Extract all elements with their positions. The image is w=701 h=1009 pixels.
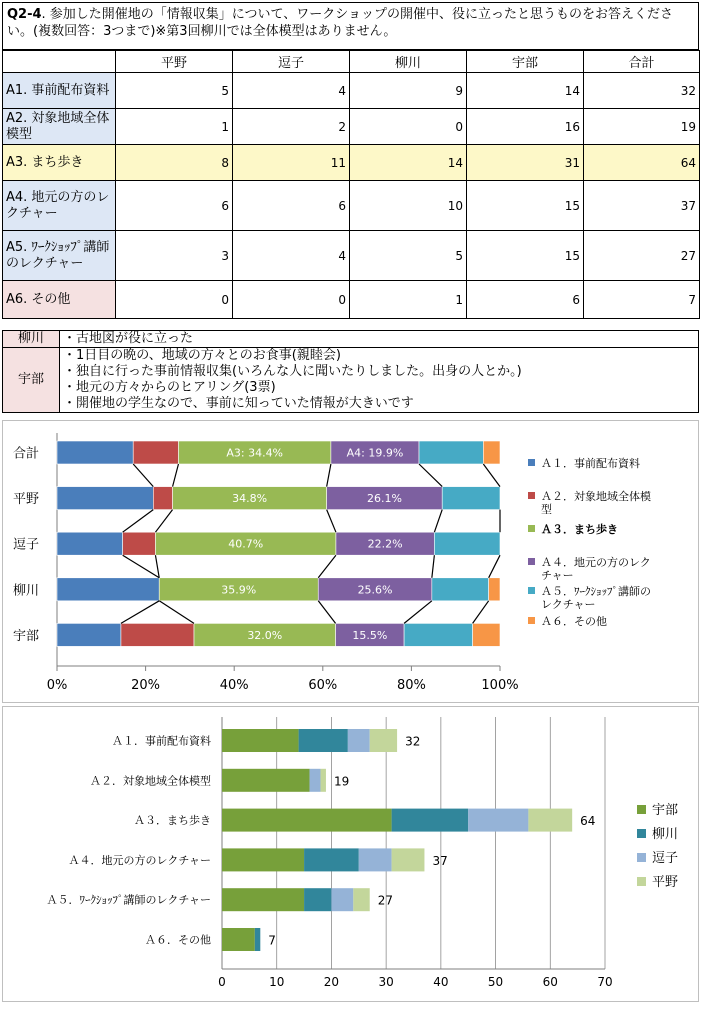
bar-segment bbox=[304, 848, 359, 871]
x-tick-label: 0 bbox=[218, 975, 226, 989]
percent-stacked-bar-chart bbox=[2, 420, 699, 703]
column-header: 合計 bbox=[584, 51, 700, 73]
table-cell: 11 bbox=[233, 145, 350, 181]
table-cell: 0 bbox=[350, 109, 467, 145]
category-label: Ａ３．まち歩き bbox=[134, 814, 211, 828]
bar-segment bbox=[404, 623, 473, 646]
row-label: A1. 事前配布資料 bbox=[3, 73, 116, 109]
bar-segment bbox=[320, 769, 325, 792]
bar-segment bbox=[133, 441, 178, 464]
series-connector-line bbox=[155, 510, 172, 533]
legend-swatch bbox=[637, 829, 646, 838]
header-corner bbox=[3, 51, 116, 73]
bar-segment bbox=[57, 441, 133, 464]
data-label: 32.0% bbox=[247, 628, 283, 642]
x-tick-label: 40% bbox=[219, 678, 249, 693]
results-table bbox=[2, 50, 700, 319]
legend-label: 逗子 bbox=[652, 851, 679, 866]
bar-segment bbox=[442, 487, 500, 510]
bar-segment bbox=[331, 888, 353, 911]
legend-swatch bbox=[528, 587, 535, 594]
legend-swatch bbox=[528, 617, 535, 624]
bar-segment bbox=[222, 729, 299, 752]
table-cell: 32 bbox=[584, 73, 700, 109]
bar-segment bbox=[392, 848, 425, 871]
bar-segment bbox=[222, 888, 304, 911]
category-label: Ａ５．ﾜｰｸｼｮｯﾌﾟ講師のレクチャー bbox=[46, 893, 211, 907]
bar-segment bbox=[222, 928, 255, 951]
x-tick-label: 10 bbox=[269, 975, 285, 989]
series-connector-line bbox=[473, 601, 489, 624]
table-cell: 0 bbox=[116, 281, 233, 319]
table-cell: 4 bbox=[233, 231, 350, 281]
bar-segment bbox=[348, 729, 370, 752]
table-cell: 15 bbox=[467, 181, 584, 231]
legend-label-line: Ａ４．地元の方のレク bbox=[541, 556, 651, 569]
legend-label-line: Ａ２．対象地域全体模 bbox=[541, 490, 651, 503]
series-connector-line bbox=[327, 464, 331, 487]
bar-segment bbox=[123, 532, 156, 555]
category-label: Ａ４．地元の方のレクチャー bbox=[68, 853, 211, 867]
comments-table bbox=[2, 330, 699, 413]
x-tick-label: 100% bbox=[481, 678, 519, 693]
table-cell: 7 bbox=[584, 281, 700, 319]
bar-segment bbox=[304, 888, 331, 911]
table-cell: 37 bbox=[584, 181, 700, 231]
column-header: 柳川 bbox=[350, 51, 467, 73]
bar-segment bbox=[222, 769, 310, 792]
legend-label-line: Ａ６．その他 bbox=[541, 615, 607, 628]
x-tick-label: 60 bbox=[542, 975, 558, 989]
column-header: 逗子 bbox=[233, 51, 350, 73]
table-row-highlighted bbox=[3, 145, 700, 181]
comment-site: 柳川 bbox=[3, 331, 60, 348]
total-chart-svg bbox=[3, 707, 698, 1001]
total-label: 37 bbox=[432, 853, 448, 868]
legend-label bbox=[541, 489, 651, 516]
total-label: 27 bbox=[377, 893, 394, 908]
series-connector-line bbox=[327, 510, 336, 533]
comment-line: ・地元の方々からのヒアリング(3票) bbox=[63, 380, 276, 395]
category-label: 柳川 bbox=[13, 583, 40, 599]
category-label: 合計 bbox=[13, 446, 40, 462]
bar-segment bbox=[353, 888, 369, 911]
table-row bbox=[3, 281, 700, 319]
table-row bbox=[3, 231, 700, 281]
x-tick-label: 40 bbox=[433, 975, 449, 989]
total-label: 19 bbox=[333, 774, 350, 789]
legend-label-line: レクチャー bbox=[541, 598, 596, 611]
comment-line: ・古地図が役に立った bbox=[63, 331, 194, 346]
x-tick-label: 20% bbox=[131, 678, 161, 693]
bar-segment bbox=[153, 487, 172, 510]
bar-segment bbox=[392, 809, 469, 832]
legend-label: 宇部 bbox=[652, 803, 679, 818]
category-label: Ａ１．事前配布資料 bbox=[112, 734, 211, 748]
series-connector-line bbox=[434, 510, 442, 533]
legend-swatch bbox=[637, 853, 646, 862]
bar-segment bbox=[489, 578, 500, 601]
category-label: Ａ２．対象地域全体模型 bbox=[90, 774, 211, 788]
question-box bbox=[2, 2, 699, 50]
total-label: 7 bbox=[268, 933, 276, 948]
row-label: A3. まち歩き bbox=[3, 145, 116, 181]
table-cell: 16 bbox=[467, 109, 584, 145]
series-connector-line bbox=[173, 464, 179, 487]
table-cell: 6 bbox=[116, 181, 233, 231]
legend-label bbox=[541, 456, 640, 470]
bar-segment bbox=[57, 578, 159, 601]
comment-row bbox=[3, 348, 699, 413]
category-label: Ａ６．その他 bbox=[145, 933, 211, 947]
comment-line: ・独自に行った事前情報収集(いろんな人に聞いたりしました。出身の人とか。) bbox=[63, 364, 522, 379]
bar-segment bbox=[310, 769, 321, 792]
table-cell: 4 bbox=[233, 73, 350, 109]
series-connector-line bbox=[404, 601, 432, 624]
table-cell: 5 bbox=[350, 231, 467, 281]
bar-segment bbox=[483, 441, 500, 464]
stacked-total-bar-chart bbox=[2, 706, 699, 1002]
table-cell: 10 bbox=[350, 181, 467, 231]
table-cell: 15 bbox=[467, 231, 584, 281]
data-label: A3: 34.4% bbox=[226, 446, 284, 460]
series-connector-line bbox=[419, 464, 442, 487]
bar-segment bbox=[419, 441, 483, 464]
total-label: 32 bbox=[405, 734, 421, 749]
bar-segment bbox=[359, 848, 392, 871]
legend-label bbox=[541, 584, 651, 611]
question-text: . 参加した開催地の「情報収集」について、ワークショップの開催中、役に立ったと思うものをお答えください。(複数回答：3つまで)※第3回柳川では全体模型はありません。 bbox=[7, 7, 674, 39]
bar-segment bbox=[57, 532, 123, 555]
legend-swatch bbox=[637, 805, 646, 814]
legend-swatch bbox=[637, 877, 646, 886]
category-label: 逗子 bbox=[13, 537, 40, 553]
legend-label-line: Ａ３．まち歩き bbox=[541, 523, 618, 536]
table-row bbox=[3, 181, 700, 231]
bar-segment bbox=[473, 623, 500, 646]
legend-label bbox=[541, 522, 618, 536]
series-connector-line bbox=[121, 601, 159, 624]
data-label: 26.1% bbox=[366, 492, 402, 506]
x-tick-label: 50 bbox=[487, 975, 504, 989]
legend-label: 平野 bbox=[652, 875, 679, 890]
column-header: 宇部 bbox=[467, 51, 584, 73]
table-cell: 6 bbox=[467, 281, 584, 319]
bar-segment bbox=[57, 487, 153, 510]
x-tick-label: 0% bbox=[46, 678, 68, 693]
x-tick-label: 30 bbox=[378, 975, 394, 989]
bar-segment bbox=[57, 623, 121, 646]
comment-row bbox=[3, 331, 699, 348]
table-header-row bbox=[3, 51, 700, 73]
bar-segment bbox=[121, 623, 194, 646]
legend-label bbox=[541, 614, 607, 628]
table-cell: 31 bbox=[467, 145, 584, 181]
legend-swatch bbox=[528, 558, 535, 565]
x-tick-label: 70 bbox=[597, 975, 613, 989]
bar-segment bbox=[468, 809, 528, 832]
data-label: 25.6% bbox=[357, 583, 393, 597]
table-cell: 0 bbox=[233, 281, 350, 319]
legend-swatch bbox=[528, 459, 535, 466]
table-cell: 5 bbox=[116, 73, 233, 109]
series-connector-line bbox=[489, 555, 500, 578]
percent-chart-svg bbox=[3, 421, 698, 702]
table-row bbox=[3, 73, 700, 109]
column-header: 平野 bbox=[116, 51, 233, 73]
total-label: 64 bbox=[580, 814, 596, 829]
series-connector-line bbox=[318, 555, 336, 578]
bar-segment bbox=[370, 729, 397, 752]
bar-segment bbox=[299, 729, 348, 752]
bar-segment bbox=[255, 928, 260, 951]
x-tick-label: 60% bbox=[308, 678, 338, 693]
legend-label: 柳川 bbox=[652, 827, 679, 842]
row-label: A5. ﾜｰｸｼｮｯﾌﾟ講師のレクチャー bbox=[3, 231, 116, 281]
x-tick-label: 20 bbox=[323, 975, 340, 989]
series-connector-line bbox=[155, 555, 159, 578]
bar-segment bbox=[222, 809, 392, 832]
series-connector-line bbox=[483, 464, 500, 487]
table-cell: 2 bbox=[233, 109, 350, 145]
table-cell: 9 bbox=[350, 73, 467, 109]
data-label: 15.5% bbox=[352, 628, 388, 642]
table-cell: 14 bbox=[350, 145, 467, 181]
data-label: 40.7% bbox=[228, 537, 264, 551]
category-label: 平野 bbox=[13, 492, 40, 508]
series-connector-line bbox=[318, 601, 335, 624]
data-label: 35.9% bbox=[221, 583, 257, 597]
data-label: A4: 19.9% bbox=[346, 446, 404, 460]
bar-segment bbox=[528, 809, 572, 832]
table-row bbox=[3, 109, 700, 145]
comment-site: 宇部 bbox=[3, 348, 60, 413]
table-cell: 8 bbox=[116, 145, 233, 181]
legend-label-line: Ａ５．ﾜｰｸｼｮｯﾌﾟ講師の bbox=[541, 585, 651, 598]
legend-swatch bbox=[528, 492, 535, 499]
question-id: Q2-4 bbox=[7, 7, 42, 22]
table-cell: 19 bbox=[584, 109, 700, 145]
row-label: A4. 地元の方のレクチャー bbox=[3, 181, 116, 231]
table-cell: 14 bbox=[467, 73, 584, 109]
comment-line: ・1日目の晩の、地域の方々とのお食事(親睦会) bbox=[63, 348, 341, 363]
table-cell: 1 bbox=[116, 109, 233, 145]
table-cell: 3 bbox=[116, 231, 233, 281]
bar-segment bbox=[222, 848, 304, 871]
table-cell: 27 bbox=[584, 231, 700, 281]
legend-label bbox=[541, 555, 651, 582]
legend-label-line: チャー bbox=[541, 569, 574, 582]
series-connector-line bbox=[133, 464, 153, 487]
comment-text bbox=[60, 331, 699, 348]
table-cell: 64 bbox=[584, 145, 700, 181]
category-label: 宇部 bbox=[13, 628, 40, 644]
row-label: A2. 対象地域全体模型 bbox=[3, 109, 116, 145]
series-connector-line bbox=[123, 510, 154, 533]
legend-swatch bbox=[528, 525, 535, 532]
bar-segment bbox=[432, 578, 489, 601]
table-cell: 6 bbox=[233, 181, 350, 231]
row-label: A6. その他 bbox=[3, 281, 116, 319]
series-connector-line bbox=[123, 555, 160, 578]
legend-label-line: 型 bbox=[541, 503, 552, 516]
data-label: 22.2% bbox=[367, 537, 403, 551]
data-label: 34.8% bbox=[232, 492, 268, 506]
comment-line: ・開催地の学生なので、事前に知っていた情報が大きいです bbox=[63, 396, 414, 411]
legend-label-line: Ａ１．事前配布資料 bbox=[541, 457, 640, 470]
comment-text bbox=[60, 348, 699, 413]
table-cell: 1 bbox=[350, 281, 467, 319]
series-connector-line bbox=[432, 555, 435, 578]
x-tick-label: 80% bbox=[396, 678, 426, 693]
series-connector-line bbox=[159, 601, 194, 624]
bar-segment bbox=[434, 532, 500, 555]
